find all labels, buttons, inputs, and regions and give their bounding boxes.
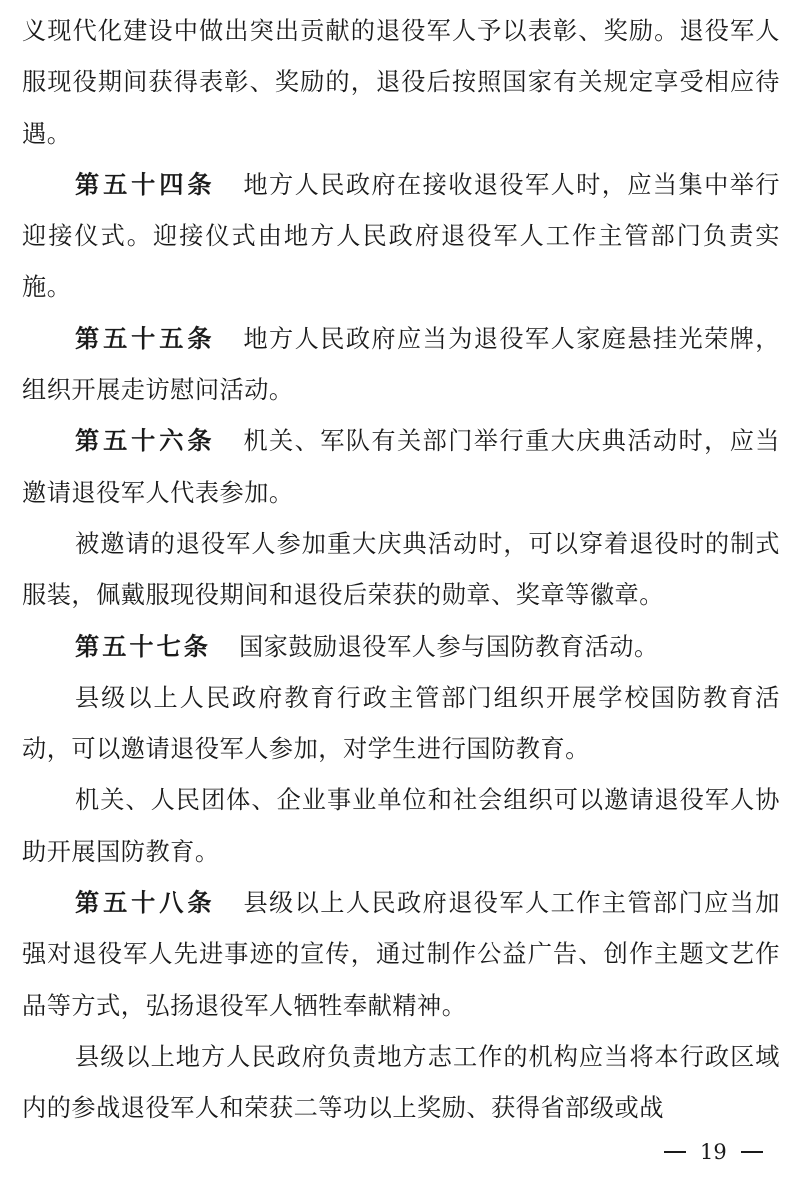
paragraph-text: 地方人民政府应当为退役军人家庭悬挂光荣牌，组织开展走访慰问活动。 <box>22 324 780 405</box>
paragraph-1 <box>22 6 780 160</box>
paragraph-text: 机关、人民团体、企业事业单位和社会组织可以邀请退役军人协助开展国防教育。 <box>22 786 780 866</box>
paragraph-text: 县级以上地方人民政府负责地方志工作的机构应当将本行政区域内的参战退役军人和荣获二等功以上奖励、获得省部级或战 <box>22 1042 780 1123</box>
footer-dash-left <box>664 1151 686 1153</box>
article-number: 第五十五条 <box>75 324 216 353</box>
paragraph-text: 义现代化建设中做出突出贡献的退役军人予以表彰、奖励。退役军人服现役期间获得表彰、奖励的，退役后按照国家有关规定享受相应待遇。 <box>22 17 780 148</box>
paragraph-text: 机关、军队有关部门举行重大庆典活动时，应当邀请退役军人代表参加。 <box>22 427 780 507</box>
paragraph-9 <box>22 878 780 1032</box>
document-page <box>22 6 780 1135</box>
paragraph-text: 地方人民政府在接收退役军人时，应当集中举行迎接仪式。迎接仪式由地方人民政府退役军人工作主管部门负责实施。 <box>22 170 780 302</box>
paragraph-text: 国家鼓励退役军人参与国防教育活动。 <box>238 632 659 661</box>
article-number: 第五十六条 <box>75 427 216 456</box>
article-number: 第五十八条 <box>75 889 216 918</box>
paragraph-10 <box>22 1032 780 1135</box>
paragraph-5 <box>22 519 780 622</box>
paragraph-3 <box>22 314 780 417</box>
paragraph-text: 县级以上人民政府教育行政主管部门组织开展学校国防教育活动，可以邀请退役军人参加，对学生进行国防教育。 <box>22 683 780 764</box>
page-footer <box>664 1138 763 1166</box>
paragraph-6 <box>22 622 780 673</box>
paragraph-2 <box>22 160 780 314</box>
article-number: 第五十四条 <box>75 170 216 199</box>
footer-dash-right <box>741 1151 763 1153</box>
article-number: 第五十七条 <box>75 632 211 661</box>
paragraph-text: 县级以上人民政府退役军人工作主管部门应当加强对退役军人先进事迹的宣传，通过制作公益广告、创作主题文艺作品等方式，弘扬退役军人牺牲奉献精神。 <box>22 889 780 1020</box>
paragraph-4 <box>22 416 780 519</box>
paragraph-text: 被邀请的退役军人参加重大庆典活动时，可以穿着退役时的制式服装，佩戴服现役期间和退役后荣获的勋章、奖章等徽章。 <box>22 529 780 610</box>
paragraph-7 <box>22 673 780 776</box>
page-number: 19 <box>700 1140 727 1164</box>
paragraph-8 <box>22 775 780 878</box>
